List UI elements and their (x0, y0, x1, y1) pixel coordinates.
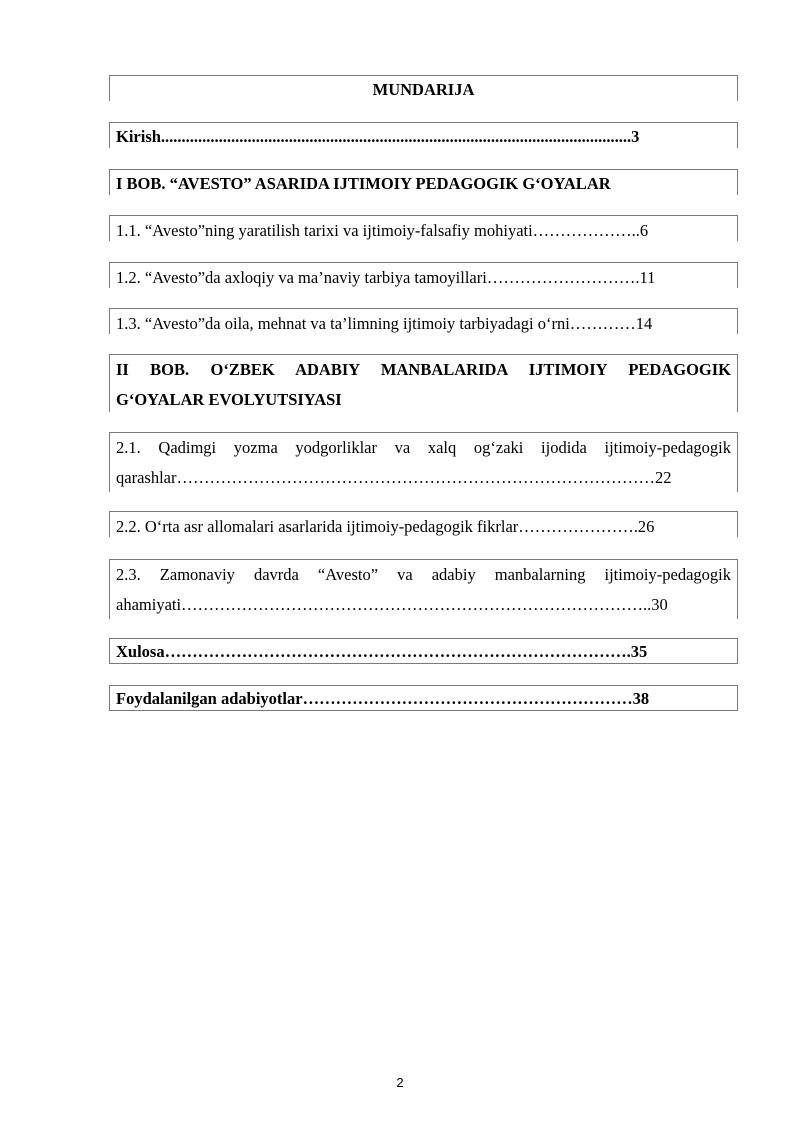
toc-entry-2-3-line-1: 2.3. Zamonaviy davrda “Avesto” va adabiy manbalarning ijtimoiy-pedagogik (116, 565, 731, 584)
toc-chapter-2-heading-line-2: G‘OYALAR EVOLYUTSIYASI (116, 390, 342, 409)
toc-entry-conclusion-text: Xulosa………………………………………………………………………….35 (116, 642, 648, 661)
toc-entry-1-1 (109, 215, 738, 241)
page-number: 2 (396, 1075, 404, 1090)
toc-entry-references-text: Foydalanilgan adabiyotlar……………………………………………………38 (116, 689, 650, 708)
toc-entry-2-1 (109, 432, 738, 492)
toc-entry-2-2 (109, 511, 738, 537)
toc-title: MUNDARIJA (372, 80, 475, 99)
toc-entry-1-1-text: 1.1. “Avesto”ning yaratilish tarixi va ijtimoiy-falsafiy mohiyati………………..6 (116, 221, 649, 240)
toc-entry-conclusion (109, 638, 738, 664)
toc-chapter-1-heading-text: I BOB. “AVESTO” ASARIDA IJTIMOIY PEDAGOGIK G‘OYALAR (116, 174, 611, 193)
toc-entry-1-2 (109, 262, 738, 288)
toc-chapter-2-heading (109, 354, 738, 412)
toc-entry-references (109, 685, 738, 711)
toc-entry-2-1-line-2: qarashlar……………………………………………………………………………22 (116, 468, 672, 487)
toc-entry-intro (109, 122, 738, 148)
toc-chapter-2-heading-line-1: II BOB. O‘ZBEK ADABIY MANBALARIDA IJTIMOIY PEDAGOGIK (116, 360, 731, 379)
toc-entry-2-3-line-2: ahamiyati…………………………………………………………………………..30 (116, 595, 668, 614)
toc-entry-2-2-text: 2.2. O‘rta asr allomalari asarlarida ijtimoiy-pedagogik fikrlar………………….26 (116, 517, 655, 536)
toc-chapter-1-heading (109, 169, 738, 195)
toc-title-row (109, 75, 738, 101)
toc-entry-1-2-text: 1.2. “Avesto”da axloqiy va ma’naviy tarbiya tamoyillari……………………….11 (116, 268, 656, 287)
toc-entry-1-3 (109, 308, 738, 334)
toc-entry-2-3 (109, 559, 738, 619)
toc-entry-1-3-text: 1.3. “Avesto”da oila, mehnat va ta’limning ijtimoiy tarbiyadagi o‘rni…………14 (116, 314, 653, 333)
toc-entry-2-1-line-1: 2.1. Qadimgi yozma yodgorliklar va xalq og‘zaki ijodida ijtimoiy-pedagogik (116, 438, 731, 457)
toc-entry-intro-text: Kirish..................................................................................................................3 (116, 127, 640, 146)
